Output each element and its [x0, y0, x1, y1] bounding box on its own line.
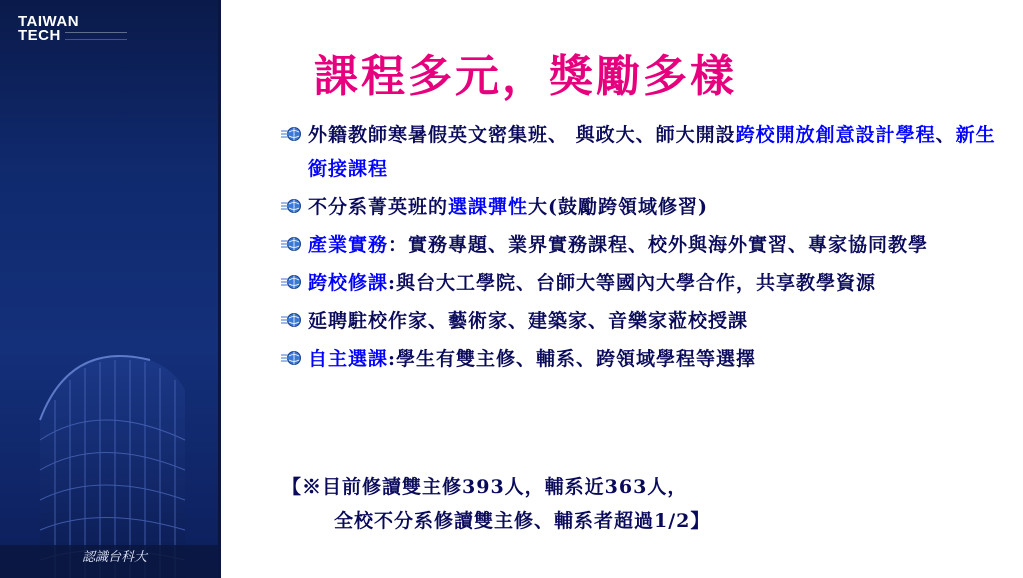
bullet-highlight: 產業實務	[308, 234, 389, 256]
bullet-text: 大(鼓勵跨領域修習)	[528, 196, 709, 218]
globe-bullet-icon	[280, 312, 302, 328]
logo-line1: TAIWAN	[18, 13, 80, 30]
globe-bullet-icon	[280, 350, 302, 366]
taiwan-tech-logo	[18, 15, 127, 43]
bullet-highlight: 跨校修課	[308, 272, 389, 294]
enrollment-note	[282, 470, 710, 538]
bullet-highlight: 自主選課	[308, 348, 389, 370]
bullet-text: :與台大工學院、台師大等國內大學合作，共享教學資源	[388, 272, 877, 294]
bullet-text: 外籍教師寒暑假英文密集班、 與政大、師大開設	[308, 124, 736, 146]
bullet-item	[280, 266, 1000, 300]
bullet-text: 延聘駐校作家、藝術家、建築家、音樂家蒞校授課	[308, 310, 749, 332]
globe-bullet-icon	[280, 126, 302, 142]
bullet-text: :學生有雙主修、輔系、跨領域學程等選擇	[388, 348, 757, 370]
bullet-item	[280, 118, 1000, 186]
note-line1: 【※目前修讀雙主修393人，輔系近363人，	[282, 476, 688, 498]
globe-bullet-icon	[280, 198, 302, 214]
bullet-highlight: 選課彈性	[448, 196, 529, 218]
bullet-item	[280, 228, 1000, 262]
bullet-text: ：實務專題、業界實務課程、校外與海外實習、專家協同教學	[388, 234, 929, 256]
logo-tagline-decoration	[65, 32, 127, 40]
slide-title: 課程多元，獎勵多樣	[314, 51, 737, 102]
bullet-item	[280, 304, 1000, 338]
bullet-highlight: 新生銜接課程	[308, 124, 996, 180]
bullet-item	[280, 342, 1000, 376]
bullet-item	[280, 190, 1000, 224]
footer-label: 認識台科大	[82, 550, 148, 565]
logo-line2: TECH	[18, 27, 61, 44]
globe-bullet-icon	[280, 274, 302, 290]
bullet-text: 不分系菁英班的	[308, 196, 449, 218]
bullet-list	[280, 118, 1000, 380]
logo-line2-row	[18, 29, 127, 43]
bullet-highlight: 跨校開放創意設計學程	[735, 124, 936, 146]
bullet-text: 、	[935, 124, 956, 146]
side-panel	[0, 0, 221, 578]
building-illustration	[0, 300, 221, 578]
globe-bullet-icon	[280, 236, 302, 252]
note-line2: 全校不分系修讀雙主修、輔系者超過1/2】	[334, 510, 711, 532]
